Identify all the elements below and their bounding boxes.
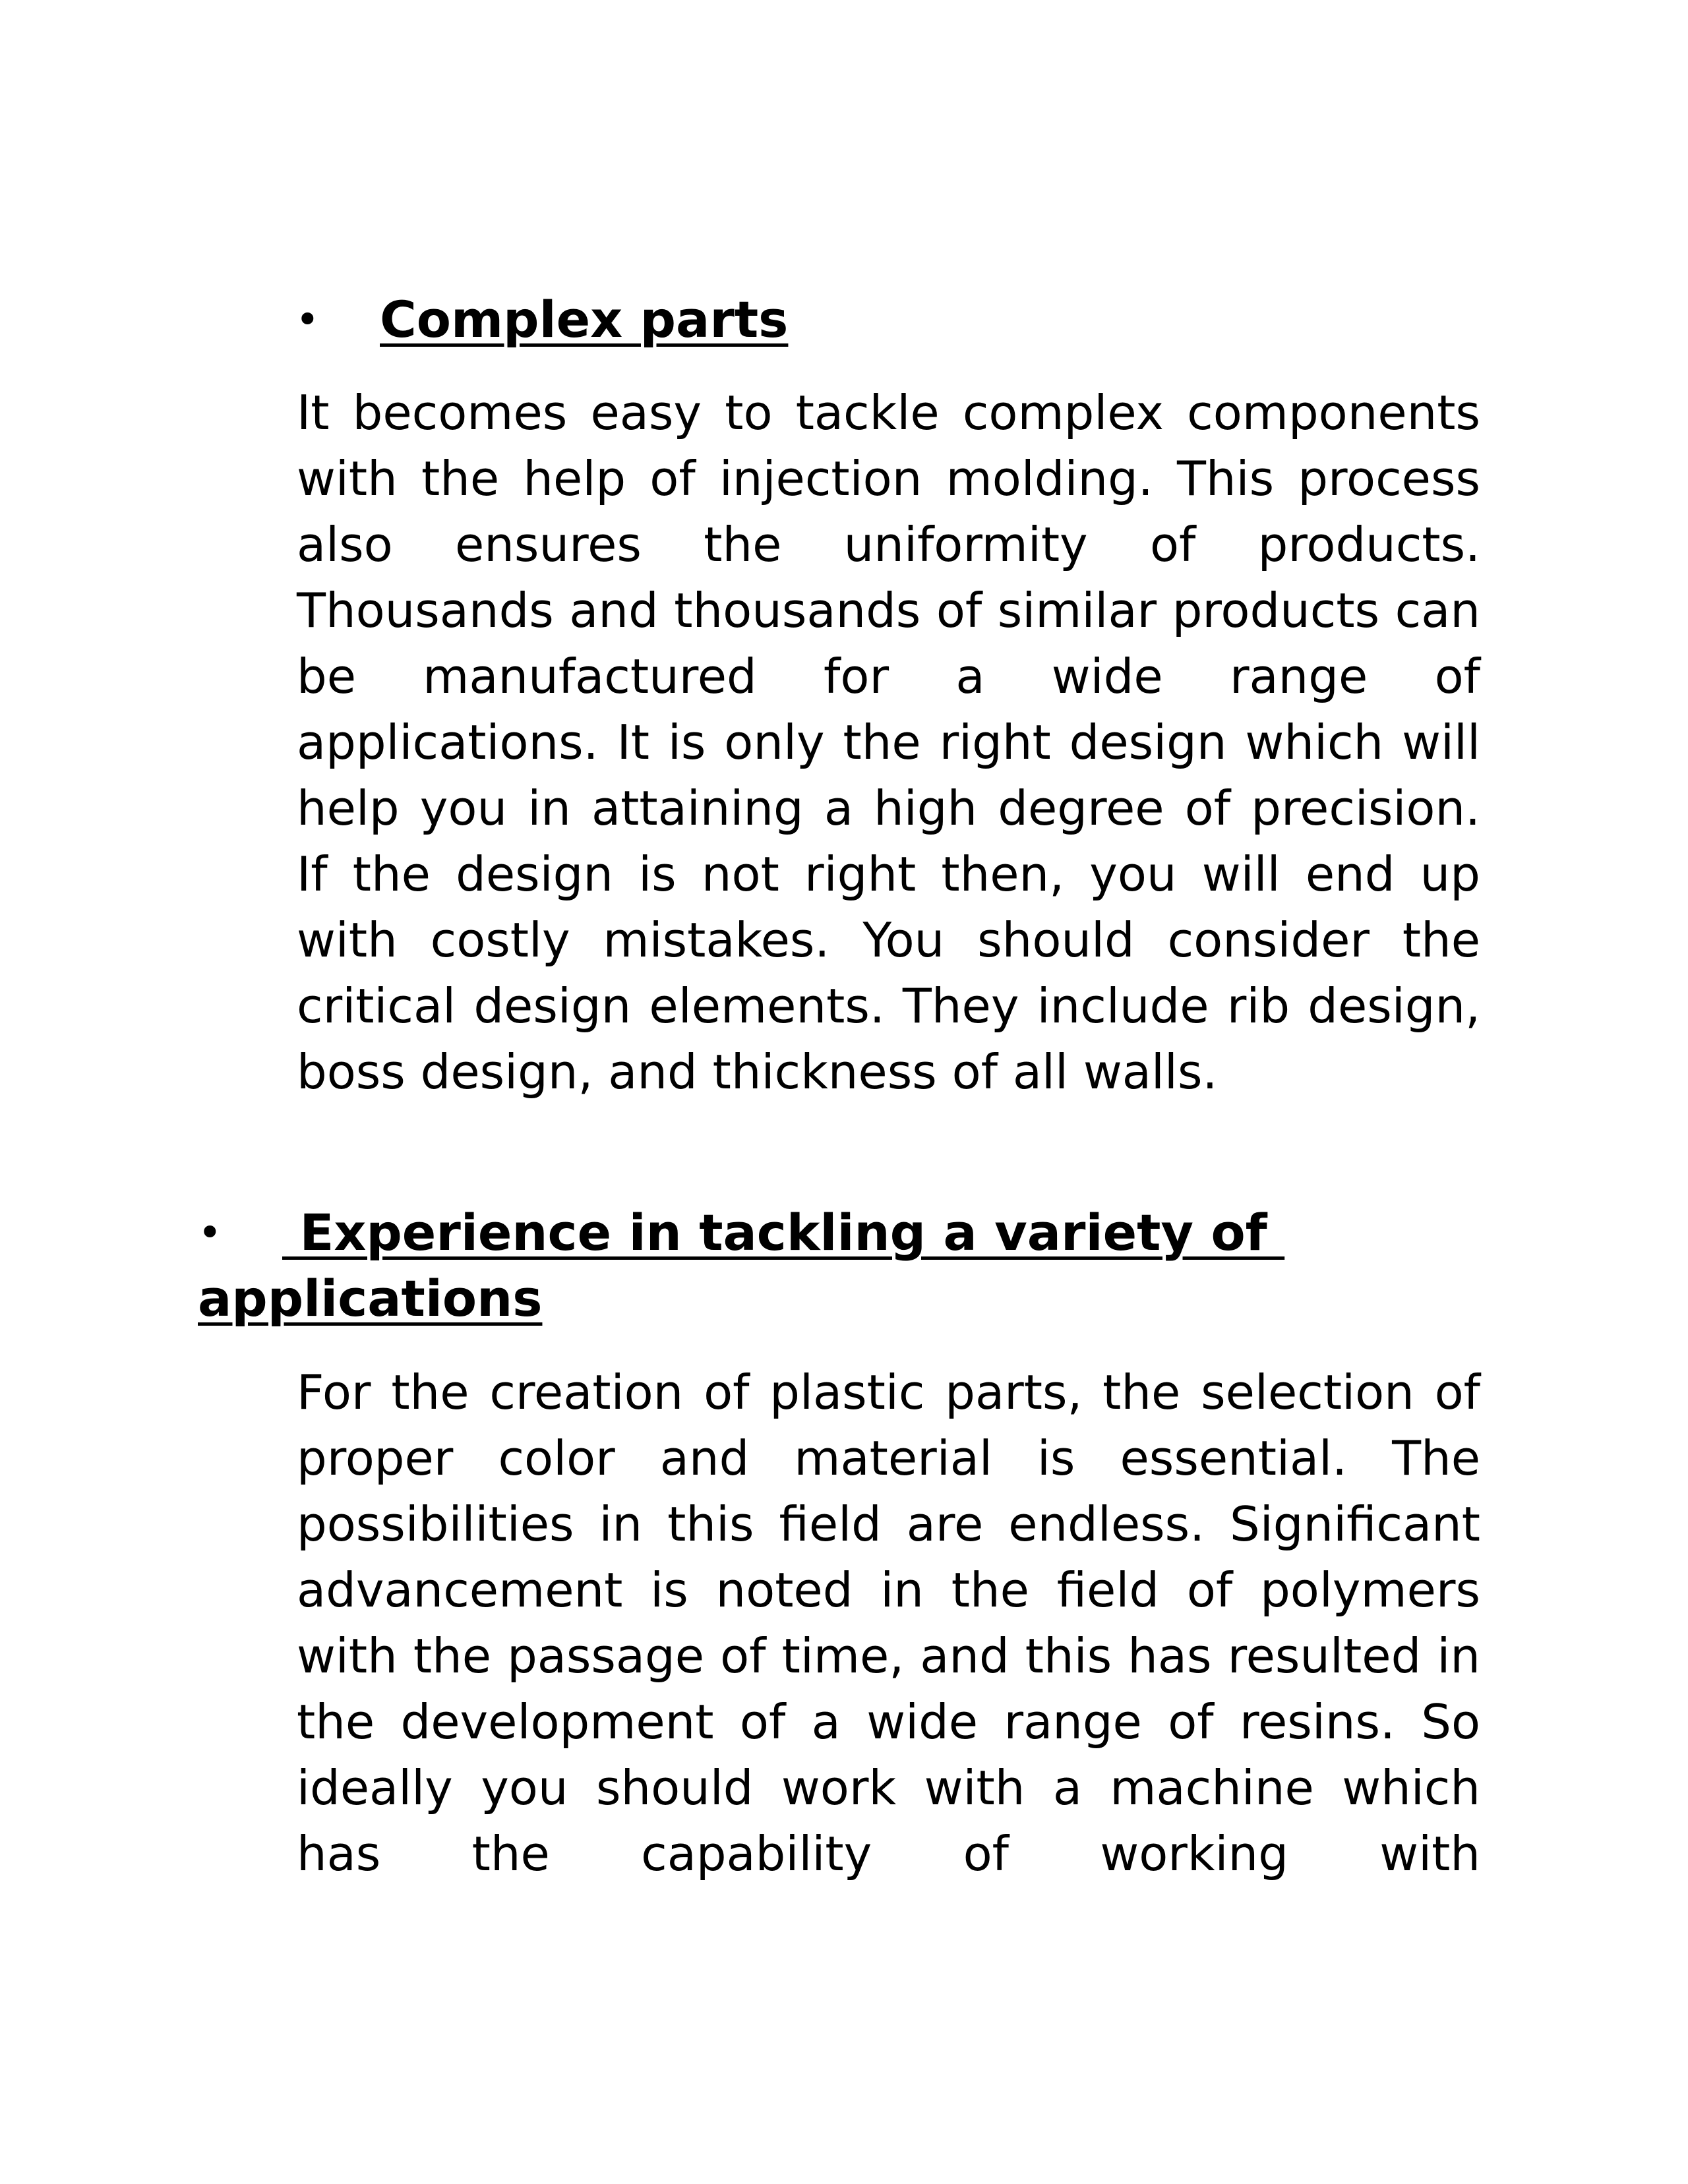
bullet-point: •: [295, 295, 320, 343]
section-paragraph-complex-parts: It becomes easy to tackle complex components with the help of injection molding. This process also ensures the uniformity of products. Thousands and thousands of similar products can be manufactured for a wide range of applications. It is only the right design which will help you in attaining a high degree of precision. If the design is not right then, you will end up with costly mistakes. You should consider the critical design elements. They include rib design, boss design, and thickness of all walls.: [297, 385, 1480, 1100]
section-heading-experience: Experience in tackling a variety of: [282, 1203, 1285, 1262]
section-paragraph-experience: For the creation of plastic parts, the selection of proper color and material is essential. The possibilities in this field are endless. Significant advancement is noted in the field of polymers with the passage of time, and this has resulted in the development of a wide range of resins. So ideally you should work with a machine which has the capability of working with: [297, 1365, 1480, 1881]
section-heading-complex-parts: Complex parts: [380, 290, 789, 349]
bullet-point: •: [198, 1208, 222, 1256]
section-heading-experience-continued: applications: [198, 1269, 543, 1328]
